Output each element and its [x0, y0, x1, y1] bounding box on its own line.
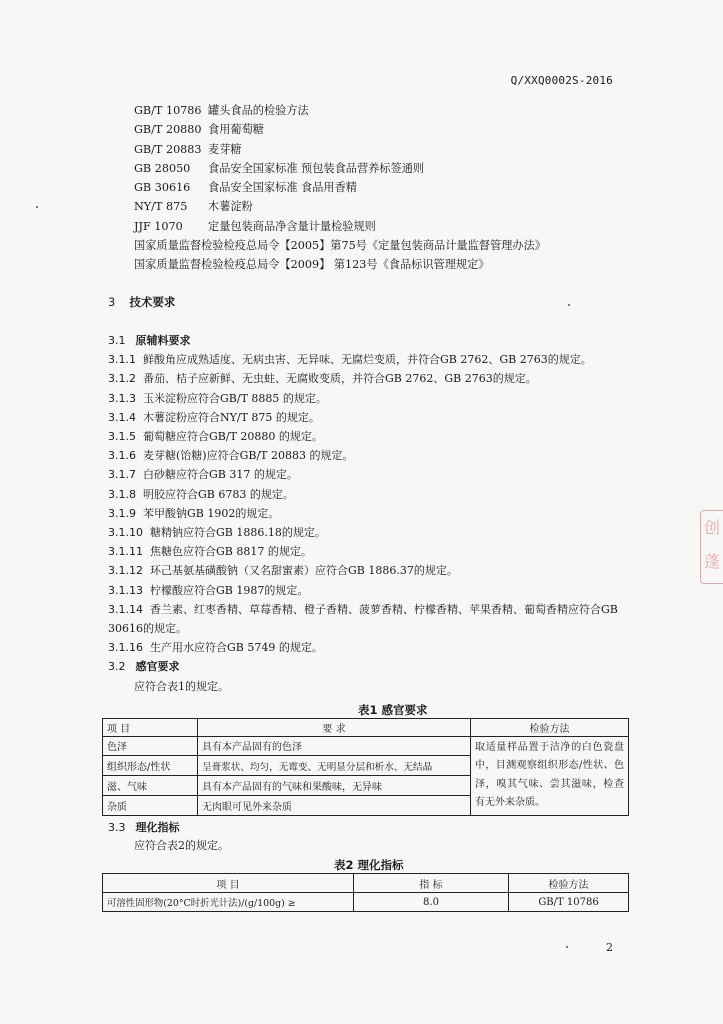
requirement-item: 3.1.10 糖精钠应符合GB 1886.18的规定。: [108, 526, 326, 540]
requirement-item: 3.1.1 鲜酸角应成熟适度、无病虫害、无异味、无腐烂变质，并符合GB 2762、GB 2763的规定。: [108, 353, 592, 367]
reference-item: JJF 1070 定量包装商品净含量计量检验规则: [134, 219, 376, 233]
table-header: 项 目: [103, 719, 198, 737]
table-cell: 组织形态/性状: [103, 756, 198, 776]
requirement-item: 3.1.13 柠檬酸应符合GB 1987的规定。: [108, 583, 309, 597]
table-header: 检验方法: [471, 719, 629, 737]
table-cell: 无肉眼可见外来杂质: [198, 795, 471, 815]
table-row: [103, 736, 629, 756]
table-cell: 滋、气味: [103, 776, 198, 796]
table-header-row: [103, 719, 629, 737]
subsection-heading: 3.2 感官要求: [108, 660, 180, 674]
table-header: 检验方法: [509, 874, 629, 893]
table-cell: GB/T 10786: [509, 893, 629, 912]
requirement-item: 3.1.8 明胶应符合GB 6783 的规定。: [108, 487, 294, 501]
table-cell: 具有本产品固有的气味和果酸味，无异味: [198, 776, 471, 796]
scan-speck: [566, 946, 568, 948]
requirement-item: 3.1.2 番茄、桔子应新鲜、无虫蛀、无腐败变质，并符合GB 2762、GB 2763的规定。: [108, 372, 537, 386]
table-row: [103, 893, 629, 912]
table-cell: 具有本产品固有的色泽: [198, 736, 471, 756]
requirement-item: 3.1.6 麦芽糖(饴糖)应符合GB/T 20883 的规定。: [108, 449, 354, 463]
table1-caption: 表1 感官要求: [358, 703, 428, 717]
requirement-item: 3.1.4 木薯淀粉应符合NY/T 875 的规定。: [108, 410, 320, 424]
reference-item: 国家质量监督检验检疫总局令【2005】第75号《定量包装商品计量监督管理办法》: [134, 239, 546, 253]
requirement-item: 3.1.11 焦糖色应符合GB 8817 的规定。: [108, 545, 312, 559]
requirement-item: 3.1.5 葡萄糖应符合GB/T 20880 的规定。: [108, 430, 323, 444]
page-number: 2: [606, 941, 613, 954]
seal-stamp: 创 蓬: [700, 510, 723, 584]
physicochemical-table: [102, 873, 629, 912]
requirement-item: 3.1.16 生产用水应符合GB 5749 的规定。: [108, 641, 323, 655]
sensory-requirements-table: [102, 718, 629, 816]
table-cell: 色泽: [103, 736, 198, 756]
requirement-item: 3.1.7 白砂糖应符合GB 317 的规定。: [108, 468, 298, 482]
reference-item: 国家质量监督检验检疫总局令【2009】 第123号《食品标识管理规定》: [134, 258, 490, 272]
table-header-row: [103, 874, 629, 893]
scan-speck: [568, 304, 570, 306]
normative-references: [134, 102, 546, 276]
subsection-text: 应符合表1的规定。: [134, 679, 229, 693]
reference-item: NY/T 875 木薯淀粉: [134, 200, 253, 214]
test-method-cell: 取适量样品置于洁净的白色瓷盘中，目测观察组织形态/性状、色泽，嗅其气味、尝其滋味，检查有无外来杂质。: [471, 736, 629, 815]
requirement-item: 3.1.3 玉米淀粉应符合GB/T 8885 的规定。: [108, 391, 327, 405]
reference-item: GB 28050 食品安全国家标准 预包装食品营养标签通则: [134, 161, 425, 175]
table-header: 要 求: [198, 719, 471, 737]
reference-item: GB/T 20883 麦芽糖: [134, 142, 242, 156]
subsection-heading: 3.1 原辅料要求: [108, 334, 191, 347]
requirement-item: 3.1.9 苯甲酸钠GB 1902的规定。: [108, 506, 280, 520]
subsection-heading: 3.3 理化指标: [108, 821, 180, 834]
reference-item: GB/T 10786 罐头食品的检验方法: [134, 104, 309, 117]
table-cell: 可溶性固形物(20°C时折光计法)/(g/100g) ≥: [103, 893, 354, 912]
section-heading: 3 技术要求: [108, 295, 176, 309]
requirement-item: 3.1.12 环己基氨基磺酸钠（又名甜蜜素）应符合GB 1886.37的规定。: [108, 564, 458, 578]
reference-item: GB/T 20880 食用葡萄糖: [134, 123, 264, 137]
table-header: 项 目: [103, 874, 354, 893]
document-code: Q/XXQ0002S-2016: [510, 74, 613, 87]
table-header: 指 标: [354, 874, 509, 893]
table-cell: 8.0: [354, 893, 509, 912]
requirement-item: 3.1.14 香兰素、红枣香精、草莓香精、橙子香精、菠萝香精、柠檬香精、苹果香精、葡萄香精应符合GB 30616的规定。: [108, 602, 618, 636]
table-cell: 杂质: [103, 795, 198, 815]
subsection-text: 应符合表2的规定。: [134, 839, 229, 852]
table-cell: 呈膏浆状、均匀，无霉变、无明显分层和析水、无结晶: [198, 756, 471, 776]
raw-material-requirements: [108, 331, 618, 696]
reference-item: GB 30616 食品安全国家标准 食品用香精: [134, 181, 357, 195]
table2-caption: 表2 理化指标: [334, 858, 404, 872]
scan-speck: [36, 206, 38, 208]
